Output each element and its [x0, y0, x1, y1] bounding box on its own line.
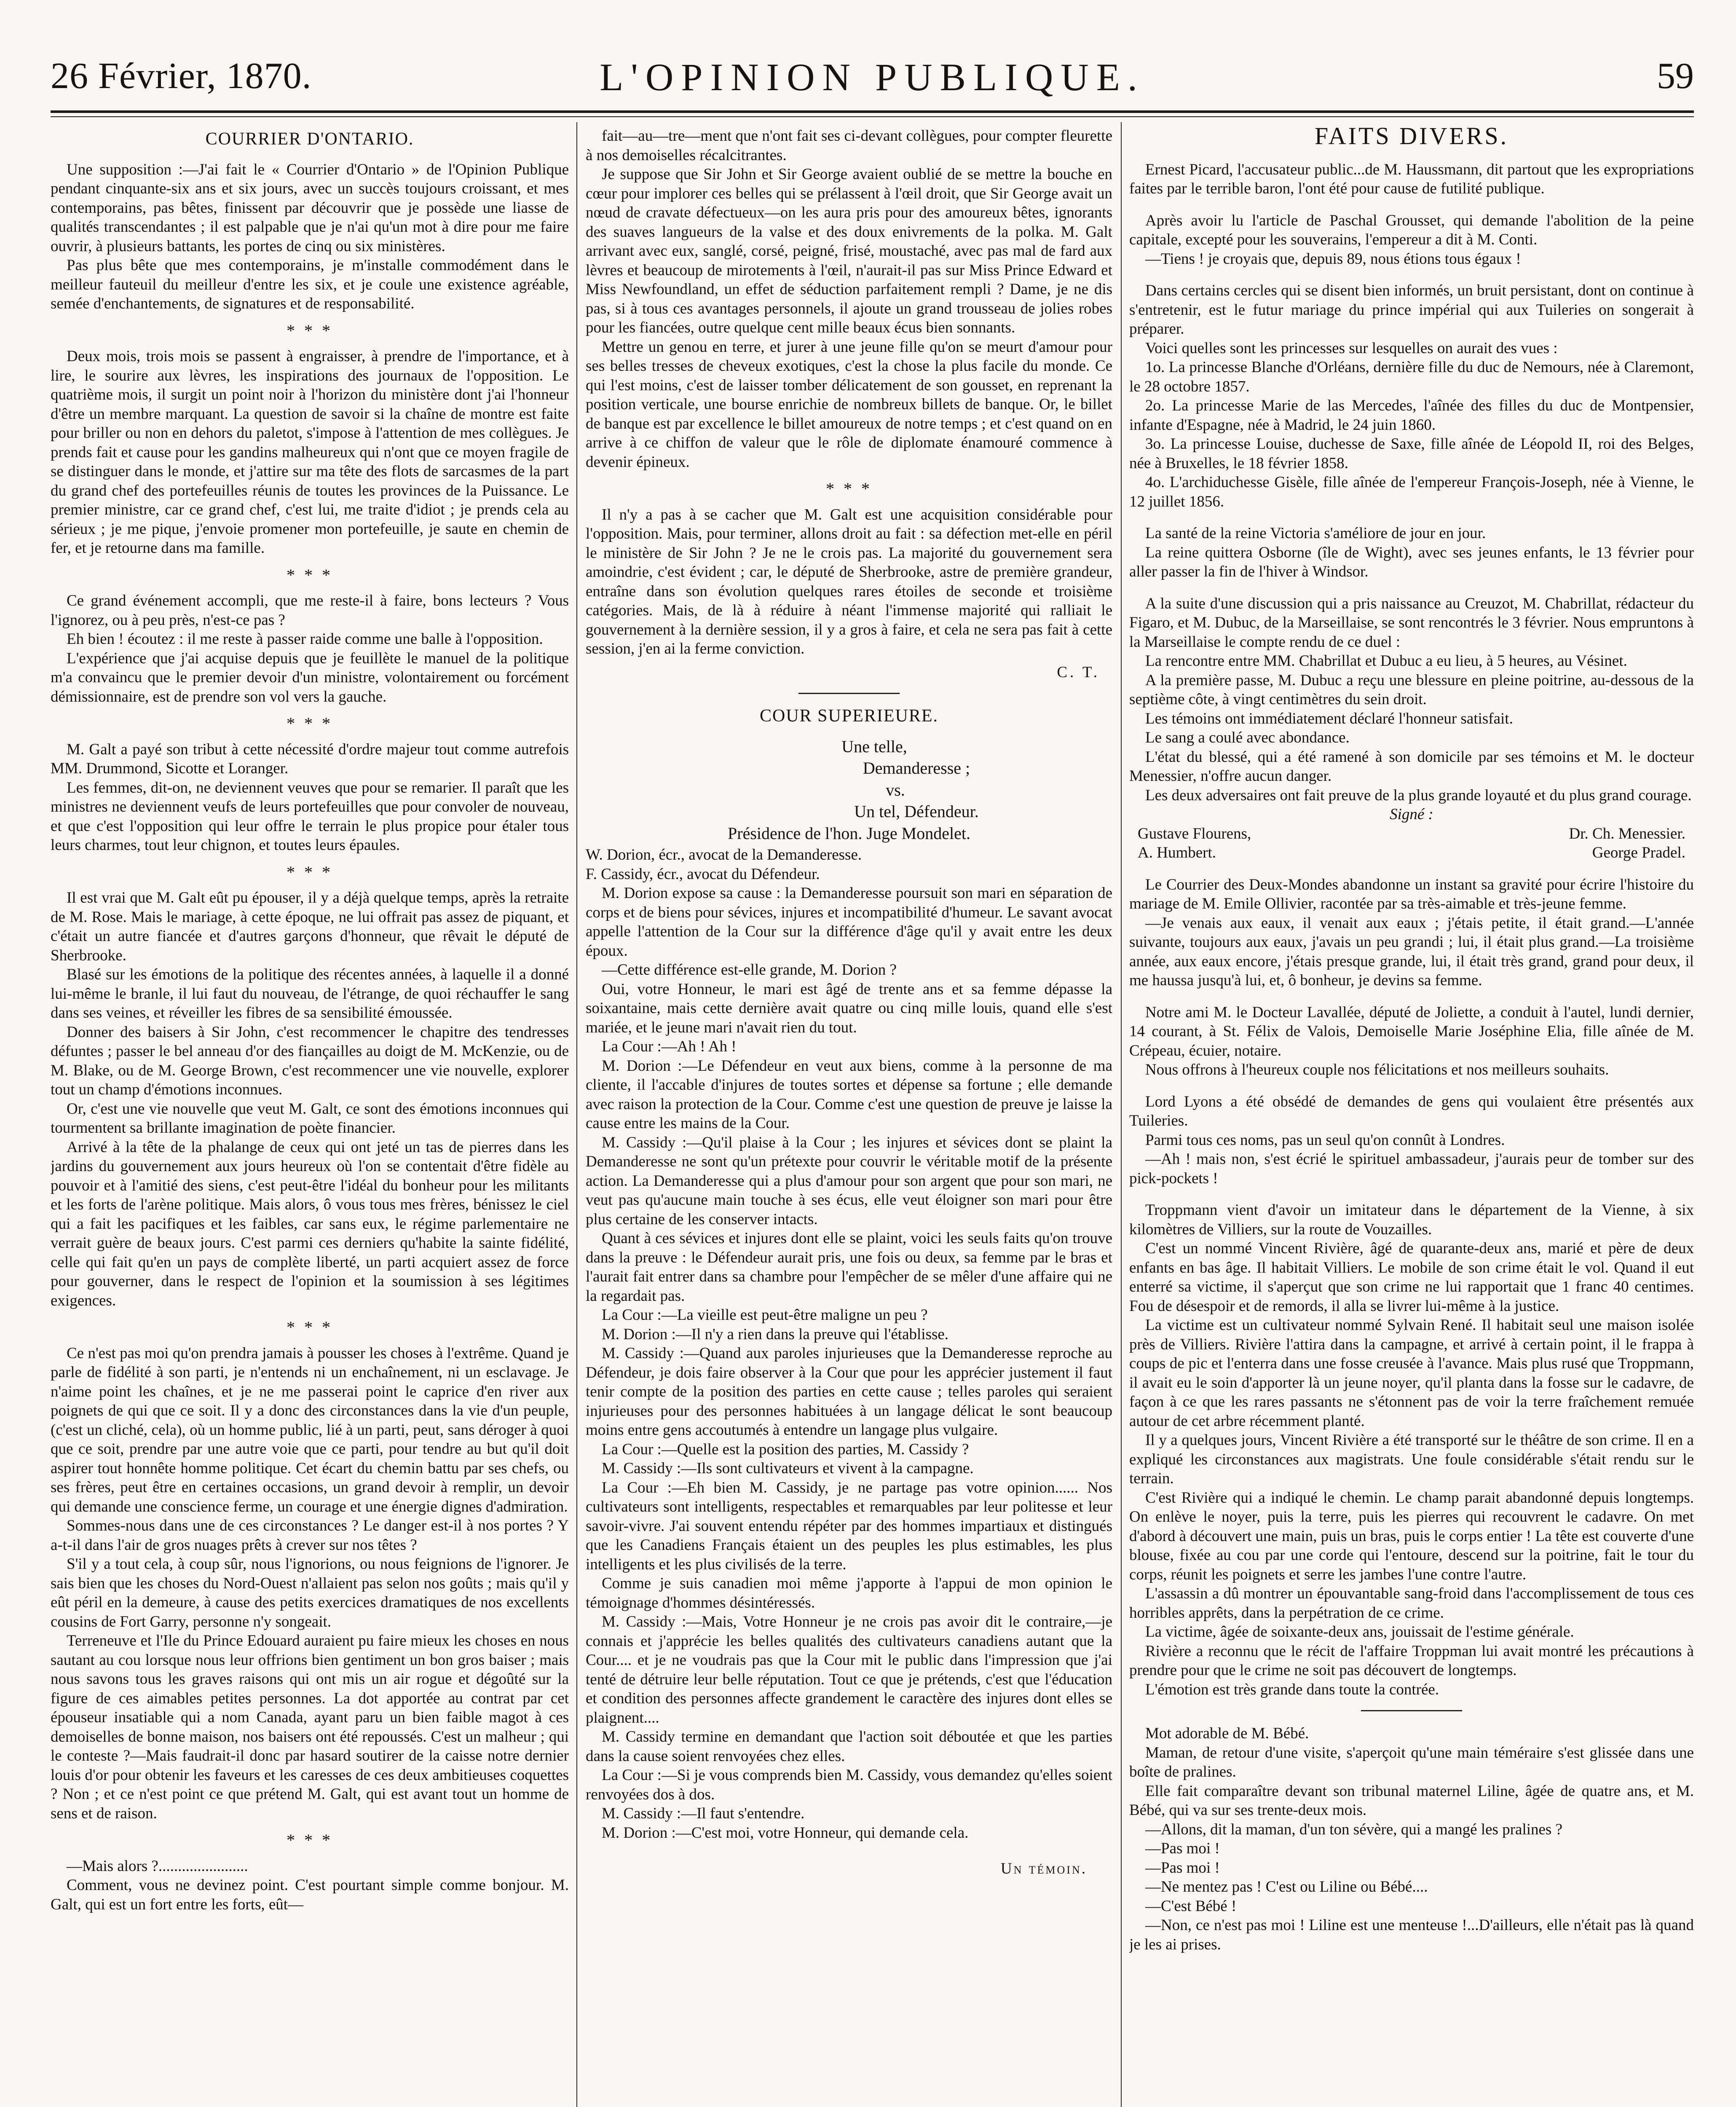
paragraph: La victime est un cultivateur nommé Sylvain René. Il habitait seul une maison isolée près de Villiers. Rivière l'attira dans la campagne, et arrivé à certain point, il le frappa à coups de pic et l'enterra dans une fosse creusée à l'avance. Mais plus rusé que Troppmann, il avait eu le soin d'apporter là un jeune noyer, qu'il planta dans la fosse sur le cadavre, de façon à ce que les rares passants ne s'étonnent pas de voir la terre fraîchement remuée autour de cet arbre récemment planté. [1129, 1316, 1694, 1430]
signatures-row [1129, 843, 1694, 863]
paragraph: Quant à ces sévices et injures dont elle se plaint, voici les seuls faits qu'on trouve dans la preuve : le Défendeur aurait pris, une fois ou deux, sa femme par le bras et l'aurait fait entrer dans sa chambre pour l'empêcher de se mêler d'une affaire qui ne la regardait pas. [586, 1230, 1112, 1305]
paragraph: —Tiens ! je croyais que, depuis 89, nous étions tous égaux ! [1145, 250, 1521, 268]
paragraph: —Allons, dit la maman, d'un ton sévère, qui a mangé les pralines ? [1145, 1820, 1563, 1838]
paragraph: —Je venais aux eaux, il venait aux eaux ; j'étais petite, il était grand.—L'année suivante, toujours aux eaux, j'avais un peu grandi ; lui, il était plus grand.—La troisième année, aux eaux encore, j'étais presque grande, lui, il était très grand, grand pour deux, il me haussa jusqu'à lui, et, ô bonheur, je devins sa femme. [1129, 914, 1694, 989]
text-block [1129, 1201, 1694, 1699]
text-block [51, 888, 569, 1310]
paragraph: La Cour :—Ah ! Ah ! [602, 1038, 737, 1055]
paragraph: Les femmes, dit-on, ne deviennent veuves que pour se remarier. Il paraît que les ministres ne deviennent veufs de leurs portefeuilles que pour convoler de nouveau, et que c'est l'opposition qui leur offre le terrain le plus propice pour étaler tous leurs charmes, tout leur chignon, et toutes leurs épaules. [51, 779, 569, 854]
text-block [1129, 1724, 1694, 1954]
paragraph: —C'est Bébé ! [1145, 1897, 1237, 1915]
signature-left: Gustave Flourens, [1138, 825, 1251, 842]
paragraph: Arrivé à la tête de la phalange de ceux qui ont jeté un tas de pierres dans les jardins du gouvernement aux jours heureux où l'on se contentait d'être fidèle au pouvoir et à l'amitié des siens, c'est peut-être l'idéal du bonheur pour les militants et les forts de l'arène politique. Mais alors, ô vous tous mes frères, bénissez le ciel qui a fait les pacifiques et les faibles, car sans eux, le régime parlementaire ne verrait guère de beaux jours. C'est parmi ces derniers qu'habite la sainte fidélité, celle qui fait qu'en un pays de complète liberté, un parti acquiert assez de force pour gouverner, dans le respect de l'opinion et la soumission à ses légitimes exigences. [51, 1138, 569, 1309]
paragraph: 1o. La princesse Blanche d'Orléans, dernière fille du duc de Nemours, née à Claremont, le 28 octobre 1857. [1129, 359, 1694, 395]
article-heading: COURRIER D'ONTARIO. [205, 129, 414, 149]
spacer [1129, 863, 1694, 875]
paragraph: Ernest Picard, l'accusateur public...de M. Haussmann, dit partout que les expropriations faites par le terrible baron, l'ont été pour cause de futilité publique. [1129, 161, 1694, 197]
paragraph: Oui, votre Honneur, le mari est âgé de trente ans et sa femme dépasse la soixantaine, mais cette dernière avait quatre ou cinq mille louis, quand elle s'est mariée, et le jeune mari n'avait rien du tout. [586, 980, 1112, 1036]
paragraph: M. Dorion :—C'est moi, votre Honneur, qui demande cela. [602, 1824, 969, 1842]
spacer [1129, 268, 1694, 281]
paragraph: Blasé sur les émotions de la politique des récentes années, à laquelle il a donné lui-même le branle, il lui faut du nouveau, de l'étrange, de quoi réchauffer le sang dans ses veines, et réveiller les fibres de sa sensibilité émoussée. [51, 966, 569, 1021]
journal-title: L'OPINION PUBLIQUE. [600, 56, 1145, 99]
paragraph: Or, c'est une vie nouvelle que veut M. Galt, ce sont des émotions inconnues qui tourmentent sa brillante imagination de poète financier. [51, 1100, 569, 1137]
text-block [1129, 160, 1694, 198]
paragraph: —Mais alors ?....................... [67, 1857, 248, 1875]
text-block [51, 1344, 569, 1823]
paragraph: La Cour :—Si je vous comprends bien M. Cassidy, vous demandez qu'elles soient renvoyées dos à dos. [586, 1767, 1112, 1803]
paragraph: L'assassin a dû montrer un épouvantable sang-froid dans l'accomplissement de tous ces horribles apprêts, dans la perpétration de ce crime. [1129, 1585, 1694, 1622]
text-block [1129, 211, 1694, 269]
spacer [1129, 198, 1694, 211]
paragraph: —Pas moi ! [1145, 1859, 1220, 1876]
article-divider [798, 693, 900, 694]
spacer [1129, 1080, 1694, 1092]
text-block [1129, 875, 1694, 990]
paragraph: Après avoir lu l'article de Paschal Grousset, qui demande l'abolition de la peine capitale, excepté pour les souverains, l'empereur a dit à M. Conti. [1129, 212, 1694, 248]
text-block [1129, 594, 1694, 805]
court-party-plaintiff: Une telle, [841, 737, 907, 756]
paragraph: fait—au—tre—ment que n'ont fait ses ci-devant collègues, pour compter fleurette à nos demoiselles récalcitrantes. [586, 127, 1112, 164]
issue-date: 26 Février, 1870. [51, 56, 312, 97]
paragraph: La rencontre entre MM. Chabrillat et Dubuc a eu lieu, à 5 heures, au Vésinet. [1145, 652, 1627, 670]
court-party-defendant: Un tel, Défendeur. [854, 802, 979, 821]
section-separator: * * * [287, 321, 333, 340]
paragraph: M. Galt a payé son tribut à cette nécessité d'ordre majeur tout comme autrefois MM. Drummond, Sicotte et Loranger. [51, 740, 569, 777]
text-block [1129, 1092, 1694, 1188]
column-divider-2 [1121, 122, 1122, 2107]
spacer [1129, 990, 1694, 1003]
paragraph: Donner des baisers à Sir John, c'est recommencer le chapitre des tendresses défuntes ; passer le bel anneau d'or des fiançailles au doigt de M. McKenzie, ou de M. Blake, ou de M. George Brown, c'est recommencer une vie nouvelle, explorer tout un champ d'émotions inconnues. [51, 1023, 569, 1098]
paragraph: M. Dorion :—Il n'y a rien dans la preuve qui l'établisse. [602, 1325, 949, 1343]
paragraph: M. Cassidy :—Ils sont cultivateurs et vivent à la campagne. [602, 1460, 974, 1477]
header-rule-thin [51, 116, 1694, 117]
paragraph: M. Dorion :—Le Défendeur en veut aux biens, comme à la personne de ma cliente, il l'accable d'injures de toutes sortes et dépense sa fortune ; elle demande avec raison la protection de la Cour. Comme c'est une question de preuve je laisse la cause entre les mains de la Cour. [586, 1057, 1112, 1132]
court-presidence: Présidence de l'hon. Juge Mondelet. [728, 823, 970, 843]
paragraph: La Cour :—Eh bien M. Cassidy, je ne partage pas votre opinion...... Nos cultivateurs sont intelligents, respectables et remarquables par leur politesse et leur savoir-vivre. J'ai souvent entendu répéter par des hommes impartiaux et distingués que les Canadiens Français étaient un des peuples les plus estimables, les plus intelligents et les plus civilisés de la terre. [586, 1479, 1112, 1573]
paragraph: Je suppose que Sir John et Sir George avaient oublié de se mettre la bouche en cœur pour implorer ces belles qui se prélassent à l'œil droit, que Sir George avait un nœud de cravate défectueux—on les aura pris pour des amoureux bêtes, ignorants des suaves langueurs de la valse et des doux enivrements de la polka. M. Galt arrivant avec eux, sanglé, corsé, peigné, frisé, moustaché, avec pas mal de fard aux lèvres et beaucoup de mirotements à l'œil, n'aurait-il pas sur Miss Prince Edward et Miss Newfoundland, un effet de séduction parfaitement rempli ? Dame, je ne dis pas, si à tous ces avantages personnels, il ajoute un grand trousseau de jolies robes pour les fiancées, outre quelque cent mille beaux écus bien sonnants. [586, 166, 1112, 336]
paragraph: Le sang a coulé avec abondance. [1145, 729, 1350, 746]
signatures-row [1129, 824, 1694, 844]
spacer [1129, 511, 1694, 524]
section-separator: * * * [287, 1318, 333, 1337]
paragraph: —Ne mentez pas ! C'est ou Liline ou Bébé.... [1145, 1878, 1428, 1895]
paragraph: Comme je suis canadien moi même j'apporte à l'appui de mon opinion le témoignage d'hommes désintéressés. [586, 1575, 1112, 1611]
paragraph: L'émotion est très grande dans toute la contrée. [1145, 1681, 1439, 1698]
signature-left: A. Humbert. [1138, 844, 1216, 861]
court-party-role: Demanderesse ; [863, 759, 970, 777]
text-block [51, 1857, 569, 1914]
paragraph: Nous offrons à l'heureux couple nos félicitations et nos meilleurs souhaits. [1145, 1061, 1609, 1078]
text-block [586, 126, 1112, 472]
court-heading: COUR SUPERIEURE. [759, 706, 939, 726]
paragraph: Parmi tous ces noms, pas un seul qu'on connût à Londres. [1145, 1131, 1505, 1149]
paragraph: Pas plus bête que mes contemporains, je m'installe commodément dans le meilleur fauteuil du meilleur d'entre les six, et je coule une existence agréable, semée d'enchantements, de signatures et de responsabilité. [51, 257, 569, 312]
column-middle [586, 126, 1112, 2107]
paragraph: Les témoins ont immédiatement déclaré l'honneur satisfait. [1145, 710, 1513, 727]
column-faits-divers [1129, 126, 1694, 2107]
text-block [1129, 281, 1694, 511]
paragraph: Il y a quelques jours, Vincent Rivière a été transporté sur le théâtre de son crime. Il en a expliqué les circonstances aux magistrats. Une foule considérable s'était rendu sur le terrain. [1129, 1431, 1694, 1487]
paragraph: Il est vrai que M. Galt eût pu épouser, il y a déjà quelque temps, après la retraite de M. Rose. Mais le mariage, à cette époque, ne lui offrait pas assez de piquant, et c'était un autre fiancée et d'autres garçons d'honneur, que rêvait le député de Sherbrooke. [51, 889, 569, 964]
paragraph: M. Cassidy :—Mais, Votre Honneur je ne crois pas avoir dit le contraire,—je connais et j'apprécie les belles qualités des cultivateurs canadiens autant que la Cour.... et je ne voudrais pas que la Cour mit le public dans l'impression que j'ai tenté de détruire leur belle réputation. Tout ce que je prétends, c'est que l'éducation et condition des personnes affecte grandement le caractère des injures dont elles se plaignent.... [586, 1613, 1112, 1726]
paragraph: A la première passe, M. Dubuc a reçu une blessure en pleine poitrine, au-dessous de la septième côte, à vingt centimètres du sein droit. [1129, 671, 1694, 708]
section-separator: * * * [287, 714, 333, 733]
paragraph: Lord Lyons a été obsédé de demandes de gens qui voulaient être présentés aux Tuileries. [1129, 1093, 1694, 1129]
paragraph: —Non, ce n'est pas moi ! Liline est une menteuse !...D'ailleurs, elle n'était pas là quand je les ai prises. [1129, 1917, 1694, 1953]
paragraph: 2o. La princesse Marie de las Mercedes, l'aînée des filles du duc de Montpensier, infante d'Espagne, née à Madrid, le 24 juin 1860. [1129, 397, 1694, 434]
paragraph: La Cour :—Quelle est la position des parties, M. Cassidy ? [602, 1440, 969, 1458]
court-versus: vs. [886, 780, 905, 799]
paragraph: Ce n'est pas moi qu'on prendra jamais à pousser les choses à l'extrême. Quand je parle de fidélité à son parti, je n'entends ni un enchaînement, ni un esclavage. Je n'aime point les chaînes, et je ne me passerai point le caprice d'en river aux poignets de qui que ce soit. Il y a donc des circonstances dans la vie d'un peuple, (c'est un cliché, cela), où un homme public, lié à un parti, peut, sans déroger à quoi que ce soit, prendre par une autre voie que ce parti, pour tendre au but qu'il doit aspirer tout honnête homme politique. Cet écart du chemin battu par ses chefs, ou ses frères, peut être en certaines occasions, un grand devoir à remplir, un devoir qui demande une conscience ferme, un courage et une énergie dignes d'admiration. [51, 1344, 569, 1515]
header-rule-thick [51, 110, 1694, 113]
paragraph: M. Cassidy :—Quand aux paroles injurieuses que la Demanderesse reproche au Défendeur, je dois faire observer à la Cour que pour les apprécier justement il faut tenir compte de la position des parties en cette cause ; telles paroles qui seraient injurieuses pour des personnes habituées à un langage délicat le sont beaucoup moins entre gens accoutumés à entendre un langage plus vulgaire. [586, 1345, 1112, 1439]
paragraph: Une supposition :—J'ai fait le « Courrier d'Ontario » de l'Opinion Publique pendant cinquante-six ans et six jours, avec un succès toujours croissant, et mes contemporains, pas bêtes, finissent par découvrir que je possède une liasse de qualités transcendantes ; il est palpable que je n'ai qu'un mot à dire pour me faire ouvrir, à plusieurs battants, les portes de cinq ou six ministères. [51, 161, 569, 255]
page-number: 59 [1657, 56, 1694, 97]
paragraph: M. Cassidy :—Qu'il plaise à la Cour ; les injures et sévices dont se plaint la Demanderesse ne sont qu'un prétexte pour couvrir le véritable motif de la présente action. La Demanderesse qui a plus d'amour pour son argent que pour son mari, ne veut pas qu'aucune main touche à ses écus, elle veut éloigner son mari pour être plus certaine de les conserver intacts. [586, 1134, 1112, 1228]
paragraph: Troppmann vient d'avoir un imitateur dans le département de la Vienne, à six kilomètres de Villiers, sur la route de Vouzailles. [1129, 1201, 1694, 1238]
signature-right: Dr. Ch. Menessier. [1569, 825, 1685, 842]
paragraph: Rivière a reconnu que le récit de l'affaire Troppman lui avait montré les précautions à prendre pour que le crime ne soit pas découvert de longtemps. [1129, 1642, 1694, 1679]
paragraph: 3o. La princesse Louise, duchesse de Saxe, fille aînée de Léopold II, roi des Belges, née à Bruxelles, le 18 février 1858. [1129, 435, 1694, 472]
section-separator: * * * [826, 479, 872, 498]
paragraph: Comment, vous ne devinez point. C'est pourtant simple comme bonjour. M. Galt, qui est un fort entre les forts, eût— [51, 1876, 569, 1913]
paragraph: Maman, de retour d'une visite, s'aperçoit qu'une main téméraire s'est glissée dans une boîte de pralines. [1129, 1744, 1694, 1780]
column-divider-1 [576, 122, 577, 2107]
paragraph: Terreneuve et l'Ile du Prince Edouard auraient pu faire mieux les choses en nous sautant au cou lorsque nous leur offrions bien gentiment un bon gros baiser ; mais nous savons tous les graves raisons qui ont mis un air rogue et dégoûté sur la figure de ces aimables petites personnes. La dot apportée au contrat par cet épouseur insatiable qui a nom Canada, ayant paru un bien faible magot à ces demoiselles de bonne maison, nos baisers ont été repoussés. C'est un malheur ; qui le conteste ?—Mais faudrait-il donc par hasard soutirer de la caisse notre dernier louis d'or pour obtenir les faveurs et les caresses de ces deux ambitieuses coquettes ? Non ; et ce n'est point ce que prétend M. Galt, qui est avant tout un homme de sens et de raison. [51, 1632, 569, 1822]
paragraph: Elle fait comparaître devant son tribunal maternel Liline, âgée de quatre ans, et M. Bébé, qui va sur ses trente-deux mois. [1129, 1782, 1694, 1819]
paragraph: Ce grand événement accompli, que me reste-il à faire, bons lecteurs ? Vous l'ignorez, ou à peu près, n'est-ce pas ? [51, 592, 569, 629]
paragraph: La Cour :—La vieille est peut-être maligne un peu ? [602, 1306, 928, 1324]
page-header [51, 55, 1694, 118]
paragraph: Eh bien ! écoutez : il me reste à passer raide comme une balle à l'opposition. [67, 630, 543, 648]
text-block [51, 740, 569, 855]
text-block [51, 591, 569, 706]
text-block [51, 160, 569, 314]
paragraph: C'est un nommé Vincent Rivière, âgé de quarante-deux ans, marié et père de deux enfants en bas âge. Il habitait Villiers. Le mobile de son crime était le vol. Quand il eut enterré sa victime, il s'aperçut que son crime ne lui rapportait que 1 franc 40 centimes. Fou de désespoir et de remords, il alla se livrer lui-même à la justice. [1129, 1240, 1694, 1315]
faits-divers-heading: FAITS DIVERS. [1314, 126, 1509, 150]
text-block [1129, 1003, 1694, 1080]
paragraph: La santé de la reine Victoria s'améliore de jour en jour. [1145, 525, 1486, 542]
paragraph: Dans certains cercles qui se disent bien informés, un bruit persistant, dont on continue à s'entretenir, est le futur mariage du prince impérial qui aux Tuileries on songerait à préparer. [1129, 282, 1694, 338]
paragraph: Sommes-nous dans une de ces circonstances ? Le danger est-il à nos portes ? Y a-t-il dans l'air de gros nuages prêts à crever sur nos têtes ? [51, 1517, 569, 1554]
column-courrier-ontario [51, 126, 569, 2107]
paragraph: Deux mois, trois mois se passent à engraisser, à prendre de l'importance, et à lire, le sourire aux lèvres, les inspirations des journaux de l'opposition. Le quatrième mois, il surgit un point noir à l'horizon du ministère dont j'ai l'honneur d'être un membre marquant. La question de savoir si la chaîne de montre est faite pour briller ou non en dehors du paletot, s'impose à l'attention de mes collègues. Je prends fait et cause pour les gandins malheureux qui n'ont que ce moyen fragile de se distinguer dans le monde, et j'attire sur ma tête des flots de sarcasmes de la part du grand chef des portefeuilles réunis de toutes les provinces de la Puissance. Le premier ministre, car ce grand chef, c'est lui, me traite d'idiot ; je prends cela au sérieux ; je me pique, j'envoie promener mon portefeuille, je saute en chemin de fer, et je retourne dans ma famille. [51, 348, 569, 557]
paragraph: 4o. L'archiduchesse Gisèle, fille aînée de l'empereur François-Joseph, née à Vienne, le 12 juillet 1856. [1129, 474, 1694, 510]
text-block [586, 884, 1112, 1842]
paragraph: Mettre un genou en terre, et jurer à une jeune fille qu'on se meurt d'amour pour ses belles tresses de cheveux exotiques, c'est la chose la plus facile du monde. Ce qui l'est moins, c'est de laisser tomber délicatement de son gousset, en reprenant la position verticale, une bourse enrichie de nombreux billets de banque. Or, le billet de banque est par excellence le billet amoureux de notre temps ; et c'est quand on en arrive à ce chiffon de valeur que le rôle de diplomate énamouré commence à devenir épineux. [586, 338, 1112, 471]
paragraph: —Cette différence est-elle grande, M. Dorion ? [602, 961, 897, 978]
section-separator: * * * [287, 565, 333, 584]
witness-signature: Un témoin. [1000, 1860, 1087, 1877]
text-block [586, 505, 1112, 659]
paragraph: M. Cassidy :—Il faut s'entendre. [602, 1805, 805, 1822]
author-signature: C. T. [1057, 663, 1100, 681]
paragraph: C'est Rivière qui a indiqué le chemin. Le champ parait abandonné depuis longtemps. On enlève le noyer, puis la terre, puis les pierres qui recouvrent le cadavre. On met d'abord à découvert une main, puis un bras, puis le corps entier ! La tête est couverte d'une blouse, fixée au cou par une corde qui l'entoure, descend sur la poitrine, fait le tour du corps, réunit les poignets et serre les jambes l'une contre l'autre. [1129, 1489, 1694, 1583]
counsel-line: F. Cassidy, écr., avocat du Défendeur. [586, 865, 820, 883]
signature-right: George Pradel. [1592, 844, 1685, 861]
paragraph: Le Courrier des Deux-Mondes abandonne un instant sa gravité pour écrire l'histoire du mariage de M. Emile Ollivier, racontée par sa très-aimable et très-jeune femme. [1129, 876, 1694, 912]
paragraph: —Pas moi ! [1145, 1840, 1220, 1857]
paragraph: Voici quelles sont les princesses sur lesquelles on aurait des vues : [1145, 339, 1558, 357]
article-divider [1361, 1710, 1462, 1711]
spacer [1129, 1188, 1694, 1201]
signe-label: Signé : [1390, 806, 1433, 823]
paragraph: La victime, âgée de soixante-deux ans, jouissait de l'estime générale. [1145, 1623, 1574, 1641]
paragraph: Il n'y a pas à se cacher que M. Galt est une acquisition considérable pour l'opposition. Mais, pour terminer, allons droit au fait : sa défection met-elle en péril le ministère de Sir John ? Je ne le crois pas. La majorité du gouvernement sera amoindrie, c'est évident ; car, le député de Sherbrooke, astre de première grandeur, entraîne dans son évolution quelques rares étoiles de seconde et troisième catégories. Mais, de là à réduire à néant l'immense majorité qui ralliait le gouvernement à la dernière session, il y a gros à faire, et cela ne sera pas fait à cette session, j'en ai la ferme conviction. [586, 506, 1112, 657]
spacer [1129, 582, 1694, 594]
text-block [51, 347, 569, 558]
paragraph: A la suite d'une discussion qui a pris naissance au Creuzot, M. Chabrillat, rédacteur du Figaro, et M. Dubuc, de la Marseillaise, se sont rencontrés le 3 février. Nous empruntons à la Marseillaise le compte rendu de ce duel : [1129, 595, 1694, 651]
paragraph: Les deux adversaires ont fait preuve de la plus grande loyauté et du plus grand courage. [1145, 786, 1692, 804]
paragraph: M. Cassidy termine en demandant que l'action soit déboutée et que les parties dans la cause soient renvoyées chez elles. [586, 1728, 1112, 1765]
paragraph: La reine quittera Osborne (île de Wight), avec ses jeunes enfants, le 13 février pour aller passer la fin de l'hiver à Windsor. [1129, 544, 1694, 580]
paragraph: Mot adorable de M. Bébé. [1145, 1725, 1309, 1742]
paragraph: S'il y a tout cela, à coup sûr, nous l'ignorions, ou nous feignions de l'ignorer. Je sais bien que les choses du Nord-Ouest n'allaient pas selon nos goûts ; mais qu'il y eût péril en la demeure, à cause des petits exercices dramatiques de nos excellents cousins de Fort Garry, personne n'y songeait. [51, 1555, 569, 1630]
section-separator: * * * [287, 1831, 333, 1850]
paragraph: M. Dorion expose sa cause : la Demanderesse poursuit son mari en séparation de corps et de biens pour sévices, injures et incompatibilité d'humeur. Le savant avocat appelle l'attention de la Cour sur la différence d'âge qu'il y avait entre les deux époux. [586, 885, 1112, 960]
paragraph: L'état du blessé, qui a été ramené à son domicile par ses témoins et M. le docteur Menessier, n'offre aucun danger. [1129, 748, 1694, 785]
section-separator: * * * [287, 862, 333, 882]
paragraph: —Ah ! mais non, s'est écrié le spirituel ambassadeur, j'aurais peur de tomber sur des pick-pockets ! [1129, 1150, 1694, 1187]
paragraph: L'expérience que j'ai acquise depuis que je feuillète le manuel de la politique m'a convaincu que le premier devoir d'un ministre, volontairement ou forcément démissionnaire, est de prendre son vol vers la gauche. [51, 649, 569, 705]
paragraph: Notre ami M. le Docteur Lavallée, député de Joliette, a conduit à l'autel, lundi dernier, 14 courant, à St. Félix de Valois, Demoiselle Marie Joséphine Elia, fille aînée de M. Crépeau, écuier, notaire. [1129, 1003, 1694, 1059]
text-block [1129, 524, 1694, 582]
counsel-line: W. Dorion, écr., avocat de la Demanderesse. [586, 846, 862, 863]
